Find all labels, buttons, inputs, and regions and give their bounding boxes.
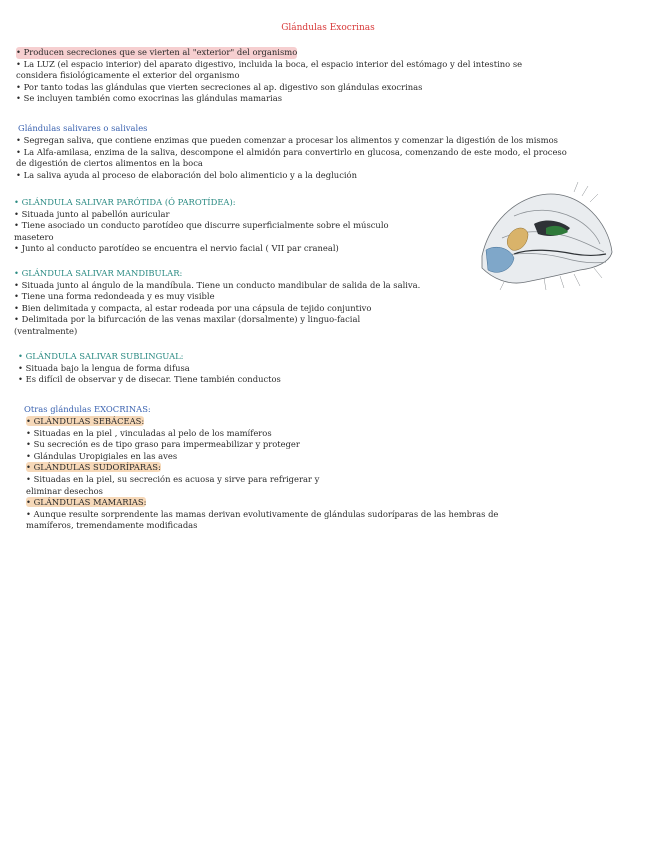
intro-line: • Producen secreciones que se vierten al "exterior" del organismo — [16, 47, 298, 57]
salivales-line: • Segregan saliva, que contiene enzimas que pueden comenzar a procesar los alimentos y comenzar la digestión de los mismos — [16, 135, 558, 145]
intro-line: considera fisiológicamente el exterior del organismo — [16, 70, 240, 81]
otras-line — [26, 462, 498, 474]
salivales-line: de digestión de ciertos alimentos en la boca — [16, 158, 203, 169]
mandibular-line: • Tiene una forma redondeada y es muy visible — [14, 291, 215, 302]
otras-line — [26, 497, 498, 509]
otras-section — [24, 404, 151, 416]
otras-line: • Situadas en la piel , vinculadas al pelo de los mamíferos — [26, 427, 272, 438]
intro-line: • La LUZ (el espacio interior) del aparato digestivo, incluida la boca, el espacio interior del estómago y del intestino se — [16, 58, 523, 69]
otras-line: • Situadas en la piel, su secreción es acuosa y sirve para refrigerar y — [26, 473, 320, 484]
sublingual-line: • Situada bajo la lengua de forma difusa — [18, 362, 190, 373]
mamarias-label: • GLÁNDULAS MAMARIAS: — [26, 497, 147, 508]
parotida-line: • Situada junto al pabellón auricular — [14, 208, 170, 219]
salivales-line: • La Alfa-amilasa, enzima de la saliva, descompone el almidón para convertirlo en glucosa, comenzando de este modo, el proceso — [16, 146, 567, 157]
otras-line — [26, 416, 498, 428]
parotida-line: • Tiene asociado un conducto parotídeo que discurre superficialmente sobre el músculo — [14, 220, 389, 231]
mandibular-line: • Bien delimitada y compacta, al estar rodeada por una cápsula de tejido conjuntivo — [14, 302, 372, 313]
intro-section — [16, 47, 522, 105]
mandibular-heading: • GLÁNDULA SALIVAR MANDIBULAR: — [14, 268, 183, 278]
sudoriparas-label: • GLÁNDULAS SUDORÍPARAS: — [26, 462, 161, 473]
salivales-section — [18, 123, 147, 135]
mandibular-section — [14, 268, 420, 338]
sebaceas-label: • GLÁNDULAS SEBÁCEAS: — [26, 416, 145, 426]
intro-line: • Se incluyen también como exocrinas las glándulas mamarias — [16, 93, 282, 104]
otras-heading: Otras glándulas EXOCRINAS: — [24, 404, 151, 414]
parotida-heading: • GLÁNDULA SALIVAR PARÓTIDA (Ó PAROTÍDEA): — [14, 197, 236, 207]
otras-line: • Glándulas Uropigiales en las aves — [26, 450, 178, 461]
otras-lines — [26, 416, 498, 532]
mandibular-line: • Delimitada por la bifurcación de las venas maxilar (dorsalmente) y linguo-facial — [14, 314, 361, 325]
otras-line: • Aunque resulte sorprendente las mamas derivan evolutivamente de glándulas sudoríparas de las hembras de — [26, 508, 499, 519]
sublingual-section — [18, 351, 281, 386]
page-title: Glándulas Exocrinas — [281, 23, 375, 33]
salivales-lines — [16, 135, 567, 181]
sublingual-heading: • GLÁNDULA SALIVAR SUBLINGUAL: — [18, 351, 184, 361]
salivary-gland-illustration — [474, 178, 616, 294]
otras-line: eliminar desechos — [26, 485, 103, 496]
salivales-heading: Glándulas salivares o salivales — [18, 123, 148, 133]
parotida-line: • Junto al conducto parotídeo se encuentra el nervio facial ( VII par craneal) — [14, 243, 339, 254]
mandibular-line: • Situada junto al ángulo de la mandíbula. Tiene un conducto mandibular de salida de la saliva. — [14, 279, 421, 290]
parotida-line: masetero — [14, 231, 54, 242]
parotida-section — [14, 197, 389, 255]
salivales-line: • La saliva ayuda al proceso de elaboración del bolo alimenticio y a la deglución — [16, 169, 357, 180]
otras-line: mamíferos, tremendamente modificadas — [26, 520, 198, 531]
intro-line: • Por tanto todas las glándulas que vierten secreciones al ap. digestivo son glándulas exocrinas — [16, 81, 423, 92]
mandibular-line: (ventralmente) — [14, 325, 78, 336]
dog-head-sketch — [482, 182, 612, 290]
sublingual-line: • Es difícil de observar y de disecar. Tiene también conductos — [18, 374, 281, 385]
otras-line: • Su secreción es de tipo graso para impermeabilizar y proteger — [26, 439, 300, 450]
